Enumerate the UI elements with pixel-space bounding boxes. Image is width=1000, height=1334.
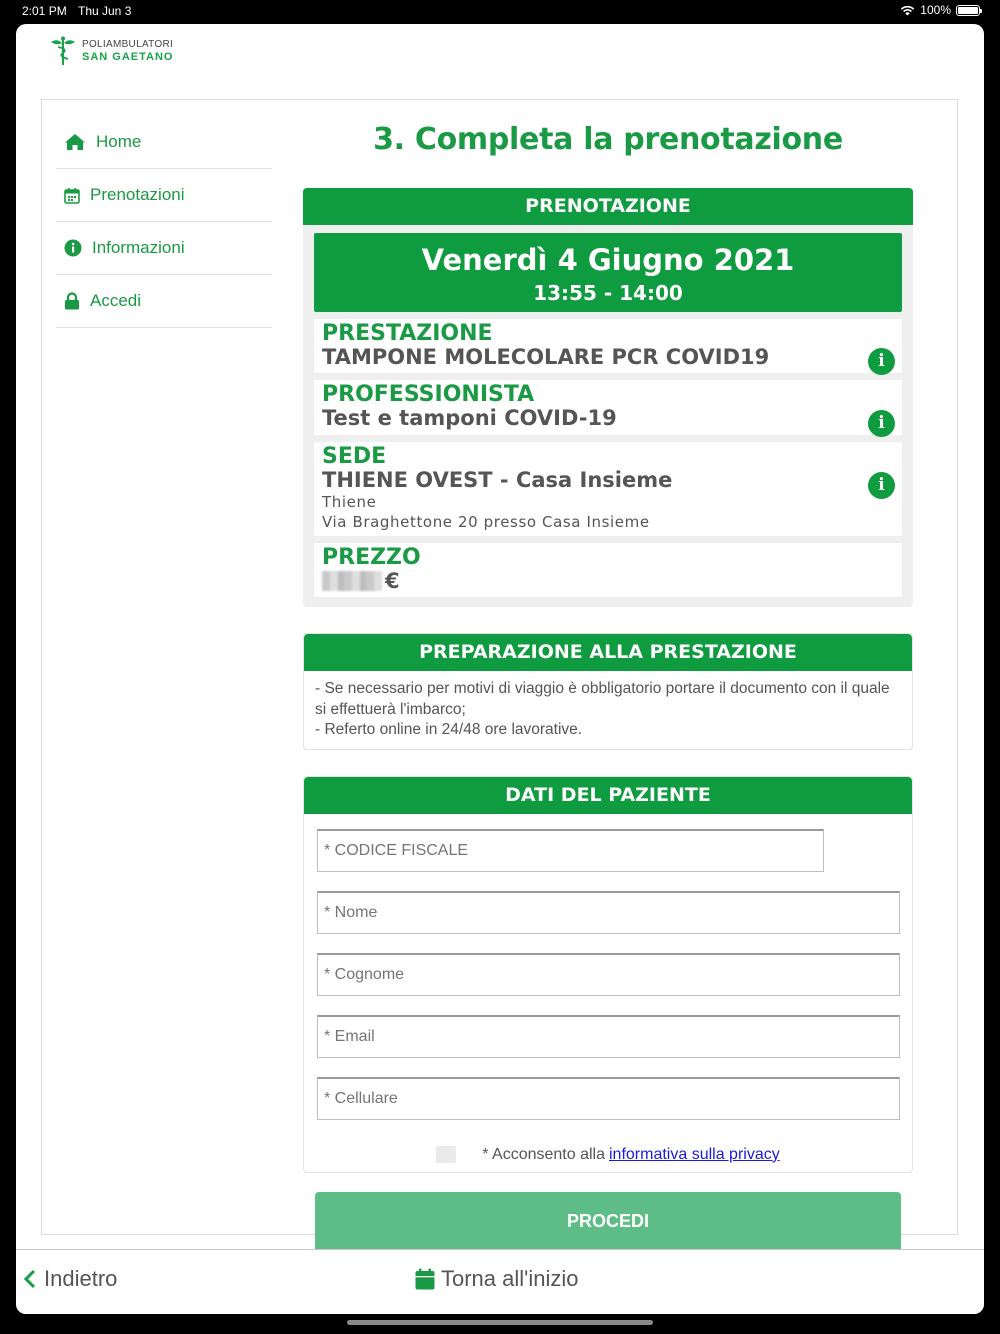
sede-city: Thiene [322, 493, 377, 511]
logo-line1: POLIAMBULATORI [82, 39, 174, 50]
privacy-link[interactable]: informativa sulla privacy [609, 1145, 780, 1163]
lock-icon [64, 292, 80, 310]
prestazione-value: TAMPONE MOLECOLARE PCR COVID19 [322, 345, 770, 369]
bottom-toolbar [16, 1249, 984, 1314]
sede-address: Via Braghettone 20 presso Casa Insieme [322, 513, 650, 531]
prezzo-label: PREZZO [322, 545, 421, 570]
preparation-line-2: - Referto online in 24/48 ore lavorative. [315, 721, 583, 738]
status-date: Thu Jun 3 [78, 4, 132, 18]
email-field[interactable] [317, 1015, 900, 1058]
booking-panel [303, 188, 913, 607]
back-label: Indietro [44, 1266, 118, 1291]
sidebar-item-label: Home [96, 132, 142, 151]
prezzo-card [314, 543, 902, 597]
logo-line2: SAN GAETANO [82, 51, 174, 63]
info-icon [64, 239, 82, 257]
chevron-left-icon [24, 1269, 36, 1289]
home-icon [64, 133, 86, 151]
caduceus-icon [50, 36, 76, 66]
professionista-label: PROFESSIONISTA [322, 382, 535, 407]
privacy-checkbox[interactable] [436, 1146, 456, 1163]
sidebar-item-label: Informazioni [92, 238, 185, 257]
cognome-field[interactable] [317, 953, 900, 996]
preparation-line-1: - Se necessario per motivi di viaggio è obbligatorio portare il documento con il quale si effettuerà l'imbarco; [315, 680, 890, 718]
prestazione-label: PRESTAZIONE [322, 321, 493, 346]
app-screen [16, 24, 984, 1314]
privacy-consent [304, 1146, 912, 1164]
booking-header: PRENOTAZIONE [303, 188, 913, 225]
home-indicator [347, 1320, 653, 1325]
nome-field[interactable] [317, 891, 900, 934]
sidebar-item-home[interactable] [56, 116, 272, 169]
sidebar-item-label: Prenotazioni [90, 185, 185, 204]
calendar-icon [64, 187, 80, 204]
patient-panel [303, 776, 913, 1173]
prestazione-card [314, 319, 902, 373]
main-content [303, 116, 913, 1173]
calendar-icon [415, 1268, 435, 1290]
sidebar-item-label: Accedi [90, 291, 142, 310]
sidebar-item-prenotazioni[interactable] [56, 169, 272, 222]
sidebar [56, 116, 272, 328]
torna-inizio-button[interactable] [415, 1266, 579, 1292]
professionista-card [314, 380, 902, 435]
logo[interactable] [50, 36, 173, 66]
sidebar-item-accedi[interactable] [56, 275, 272, 328]
sidebar-item-informazioni[interactable] [56, 222, 272, 275]
preparation-panel [303, 633, 913, 750]
booking-time: 13:55 - 14:00 [533, 281, 683, 305]
booking-date: Venerdì 4 Giugno 2021 [421, 243, 795, 277]
cellulare-field[interactable] [317, 1077, 900, 1120]
codice-fiscale-field[interactable] [317, 829, 824, 872]
page-title: 3. Completa la prenotazione [373, 122, 843, 157]
booking-date-box [314, 233, 902, 312]
battery-percent: 100% [920, 3, 951, 17]
preparation-header: PREPARAZIONE ALLA PRESTAZIONE [304, 634, 912, 671]
prezzo-currency: € [385, 569, 400, 593]
patient-header: DATI DEL PAZIENTE [304, 777, 912, 814]
professionista-value: Test e tamponi COVID-19 [322, 406, 617, 430]
status-right [900, 3, 980, 17]
sede-label: SEDE [322, 444, 387, 469]
wifi-icon [900, 5, 915, 16]
sede-info-icon[interactable]: i [868, 472, 895, 499]
procedi-button[interactable]: PROCEDI [315, 1192, 901, 1250]
sede-card [314, 442, 902, 536]
back-button[interactable] [24, 1266, 117, 1292]
battery-icon [956, 5, 980, 16]
status-bar [0, 0, 1000, 22]
status-time: 2:01 PM [22, 4, 67, 18]
price-redacted [322, 571, 382, 591]
professionista-info-icon[interactable]: i [868, 410, 895, 437]
prestazione-info-icon[interactable]: i [868, 348, 895, 375]
sede-value: THIENE OVEST - Casa Insieme [322, 468, 673, 492]
torna-inizio-label: Torna all'inizio [441, 1266, 579, 1291]
privacy-text: * Acconsento alla [482, 1145, 605, 1163]
